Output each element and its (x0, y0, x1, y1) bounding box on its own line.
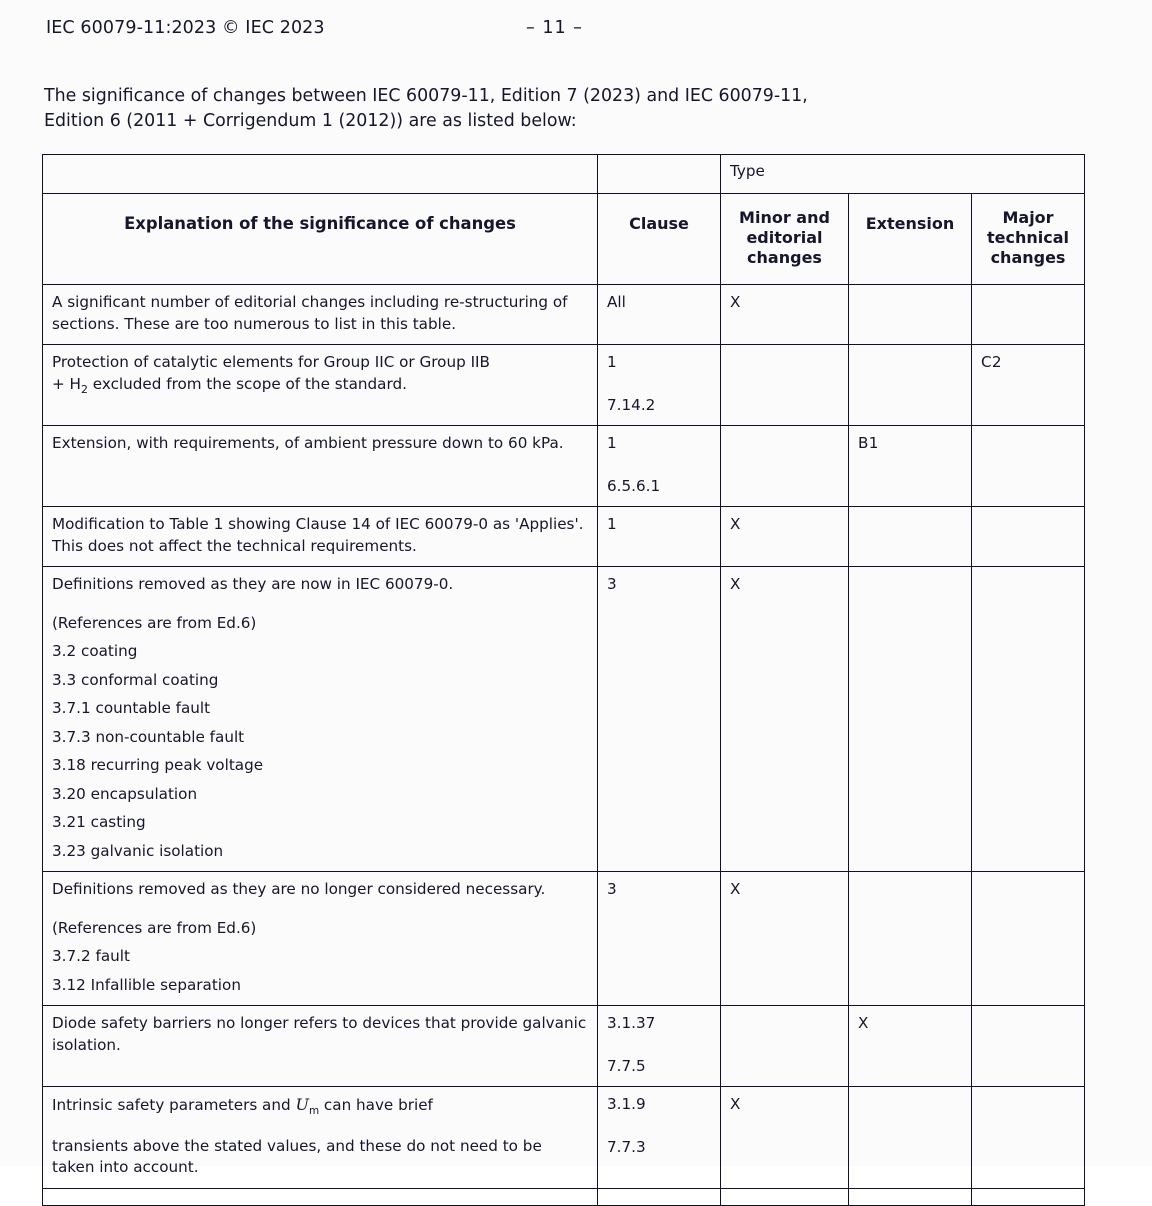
row-explanation: A significant number of editorial changes including re-structuring of sections. These are too numerous to list in this table. (43, 285, 598, 345)
definition-list (52, 946, 588, 996)
column-header-minor-line2: editorial (746, 228, 823, 247)
column-header-major-line1: Major (1002, 208, 1054, 227)
row-clause-secondary: 6.5.6.1 (607, 476, 661, 495)
clipped-cell (972, 1188, 1085, 1205)
row-extension-mark (849, 285, 972, 345)
row-major-mark (972, 426, 1085, 507)
row-explanation-line1: Protection of catalytic elements for Group IIC or Group IIB (52, 353, 490, 371)
row-major-mark (972, 1087, 1085, 1189)
row-extension-mark (849, 872, 972, 1006)
row-clause: 1 (598, 507, 721, 567)
table-row (43, 507, 1085, 567)
row-extension-mark: X (849, 1006, 972, 1087)
row-explanation (43, 1087, 598, 1189)
column-header-minor-line1: Minor and (739, 208, 830, 227)
running-header (46, 18, 1106, 44)
column-header-minor-editorial-changes (721, 194, 849, 285)
row-extension-mark (849, 507, 972, 567)
row-explanation-line1 (52, 1094, 588, 1119)
row-clause: All (598, 285, 721, 345)
row-clause (598, 1006, 721, 1087)
row-minor-mark (721, 345, 849, 426)
row-minor-mark: X (721, 567, 849, 872)
row-clause-primary: 3.1.37 (607, 1014, 656, 1032)
table-row (43, 1087, 1085, 1189)
column-header-minor-line3: changes (747, 248, 822, 267)
row-extension-mark (849, 567, 972, 872)
row-extension-mark: B1 (849, 426, 972, 507)
definition-item: 3.18 recurring peak voltage (52, 756, 264, 774)
table-row (43, 426, 1085, 507)
subscript-2: 2 (80, 382, 88, 396)
row-major-mark (972, 285, 1085, 345)
table-group-header-row (43, 155, 1085, 194)
changes-table (42, 154, 1085, 1206)
definition-item: 3.7.3 non-countable fault (52, 727, 245, 746)
row-explanation: Modification to Table 1 showing Clause 14 of IEC 60079-0 as 'Applies'. This does not affect the technical requirements. (43, 507, 598, 567)
row-explanation-note: (References are from Ed.6) (52, 918, 257, 937)
row-explanation-line2-post: excluded from the scope of the standard. (87, 374, 407, 393)
group-header-type: Type (721, 155, 1085, 194)
definition-item: 3.12 Infallible separation (52, 975, 241, 994)
changes-table-container (42, 154, 1084, 1206)
row-clause-primary: 1 (607, 434, 617, 452)
row-explanation-note: (References are from Ed.6) (52, 613, 257, 632)
row-explanation (43, 345, 598, 426)
intro-line-2: Edition 6 (2011 + Corrigendum 1 (2012)) are as listed below: (44, 111, 577, 131)
row-clause: 3 (598, 567, 721, 872)
definition-list (52, 641, 588, 862)
page-number: – 11 – (526, 18, 583, 38)
row-extension-mark (849, 345, 972, 426)
table-row-clipped (43, 1188, 1085, 1205)
row-clause (598, 1087, 721, 1189)
row-major-mark (972, 567, 1085, 872)
row-major-mark: C2 (972, 345, 1085, 426)
row-explanation (43, 872, 598, 1006)
row-minor-mark: X (721, 1087, 849, 1189)
row-explanation-text: Definitions removed as they are now in IEC 60079-0. (52, 575, 454, 593)
row-clause (598, 345, 721, 426)
document-reference: IEC 60079-11:2023 © IEC 2023 (46, 18, 325, 38)
row-minor-mark (721, 426, 849, 507)
row-major-mark (972, 507, 1085, 567)
table-column-header-row (43, 194, 1085, 285)
row-explanation (43, 567, 598, 872)
clipped-cell (849, 1188, 972, 1205)
column-header-major-line3: changes (990, 248, 1066, 267)
definition-item: 3.7.2 fault (52, 947, 130, 965)
row-minor-mark: X (721, 507, 849, 567)
clipped-cell (598, 1188, 721, 1205)
column-header-clause: Clause (598, 194, 721, 285)
row-clause (598, 426, 721, 507)
column-header-explanation: Explanation of the significance of changes (43, 194, 598, 285)
row-explanation: Diode safety barriers no longer refers to devices that provide galvanic isolation. (43, 1006, 598, 1087)
row-clause-secondary: 7.7.3 (607, 1137, 646, 1156)
row-major-mark (972, 1006, 1085, 1087)
symbol-um-subscript: m (308, 1105, 320, 1117)
definition-item: 3.3 conformal coating (52, 670, 219, 689)
row-explanation-part2: can have brief (319, 1096, 433, 1114)
definition-item: 3.2 coating (52, 642, 138, 660)
row-minor-mark: X (721, 285, 849, 345)
row-explanation-line2-pre: + H (52, 374, 81, 393)
definition-item: 3.7.1 countable fault (52, 699, 211, 717)
column-header-extension: Extension (849, 194, 972, 285)
row-clause-secondary: 7.14.2 (607, 395, 656, 414)
row-explanation-line2: transients above the stated values, and these do not need to be taken into account. (52, 1136, 542, 1176)
column-header-major-technical-changes (972, 194, 1085, 285)
symbol-um-base: U (295, 1095, 309, 1114)
table-row (43, 345, 1085, 426)
definition-item: 3.20 encapsulation (52, 784, 198, 803)
row-explanation-part1: Intrinsic safety parameters and (52, 1096, 296, 1114)
row-clause: 3 (598, 872, 721, 1006)
row-clause-secondary: 7.7.5 (607, 1056, 646, 1075)
column-header-major-line2: technical (987, 228, 1070, 247)
table-row (43, 567, 1085, 872)
row-explanation-line2 (52, 374, 588, 397)
clipped-cell (43, 1188, 598, 1205)
group-header-blank-cell-2 (598, 155, 721, 194)
row-clause-primary: 1 (607, 353, 617, 371)
table-row (43, 872, 1085, 1006)
row-explanation: Extension, with requirements, of ambient pressure down to 60 kPa. (43, 426, 598, 507)
row-explanation-text: Definitions removed as they are no longer considered necessary. (52, 880, 546, 898)
intro-paragraph (44, 84, 1086, 134)
row-clause-primary: 3.1.9 (607, 1095, 646, 1113)
definition-item: 3.21 casting (52, 813, 146, 831)
intro-line-1: The significance of changes between IEC 60079-11, Edition 7 (2023) and IEC 60079-11, (44, 86, 808, 106)
row-minor-mark: X (721, 872, 849, 1006)
row-extension-mark (849, 1087, 972, 1189)
symbol-um (295, 1095, 320, 1117)
group-header-blank-cell (43, 155, 598, 194)
table-row (43, 1006, 1085, 1087)
clipped-cell (721, 1188, 849, 1205)
definition-item: 3.23 galvanic isolation (52, 841, 224, 860)
row-minor-mark (721, 1006, 849, 1087)
table-row (43, 285, 1085, 345)
row-major-mark (972, 872, 1085, 1006)
